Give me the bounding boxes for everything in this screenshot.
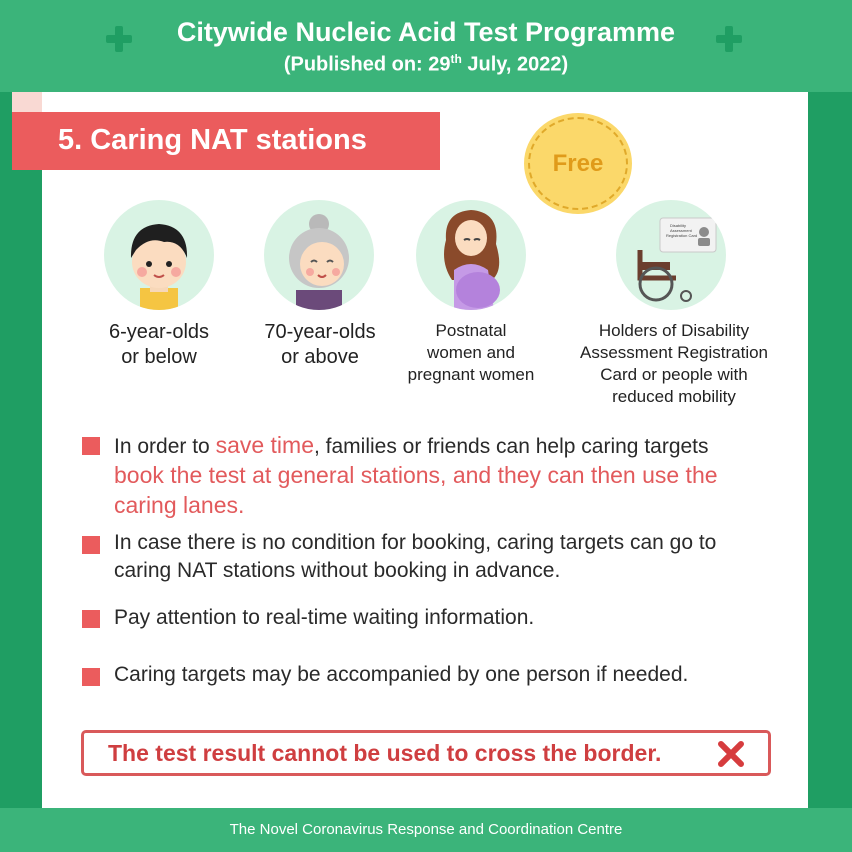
bullet-text-booking: In order to save time, families or friends can help caring targets book the test at general stations, and they can then use the caring lanes. [114, 432, 718, 518]
footer: The Novel Coronavirus Response and Coordination Centre [0, 808, 852, 852]
free-badge: Free [528, 117, 628, 210]
border-warning: The test result cannot be used to cross the border. [81, 730, 771, 776]
target-label-elderly: 70-year-olds or above [264, 321, 376, 368]
target-label-pregnant: Postnatal women and pregnant women [407, 321, 535, 384]
bullet-text-waiting-info: Pay attention to real-time waiting information. [114, 606, 535, 629]
svg-text:Registration Card: Registration Card [666, 233, 698, 238]
child-icon [104, 200, 214, 310]
bullet-marker [82, 668, 100, 686]
cross-mark-icon [716, 739, 746, 769]
svg-text:Disability: Disability [670, 223, 687, 228]
section-title: 5. Caring NAT stations [12, 112, 440, 170]
pregnant-woman-icon [416, 200, 526, 310]
target-label-children: 6-year-olds or below [108, 321, 210, 368]
banner-fold [12, 92, 42, 112]
publish-date: (Published on: 29th July, 2022) [283, 52, 569, 76]
medical-cross-icon [716, 26, 742, 52]
bullet-text-accompanied: Caring targets may be accompanied by one person if needed. [114, 663, 689, 686]
header [0, 0, 852, 92]
svg-text:Assessment: Assessment [670, 228, 692, 233]
bullet-marker [82, 437, 100, 455]
elderly-icon [264, 200, 374, 310]
bullet-text-no-booking: In case there is no condition for booking, caring targets can go to caring NAT stations without booking in advance. [114, 531, 717, 582]
bullet-marker [82, 536, 100, 554]
wheelchair-icon [616, 200, 726, 310]
bullet-marker [82, 610, 100, 628]
page-title: Citywide Nucleic Acid Test Programme [176, 17, 676, 47]
target-label-disability: Holders of Disability Assessment Registration Card or people with reduced mobility [579, 321, 769, 406]
